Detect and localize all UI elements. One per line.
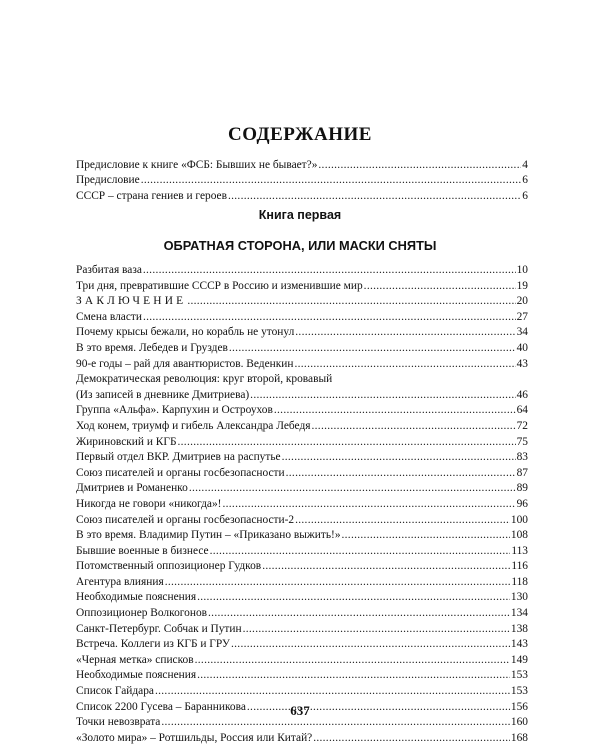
- toc-entry-page: 153: [510, 669, 528, 682]
- toc-entry[interactable]: [76, 310, 528, 326]
- toc-entry-page: 6: [522, 189, 528, 202]
- toc-list: [76, 263, 528, 746]
- dot-leader: [189, 481, 516, 497]
- toc-entry-title: Группа «Альфа». Карпухин и Остроухов: [76, 404, 273, 417]
- toc-entry[interactable]: [76, 497, 528, 513]
- toc-entry-page: 43: [516, 357, 528, 370]
- toc-entry-title: Никогда не говори «никогда»!: [76, 497, 222, 510]
- book-heading: Книга первая: [258, 208, 342, 222]
- toc-entry-page: 10: [516, 264, 528, 276]
- toc-entry-page: 156: [510, 700, 528, 713]
- toc-entry-title: Первый отдел ВКР. Дмитриев на распутье: [76, 451, 281, 464]
- toc-entry-title: Бывшие военные в бизнесе: [76, 544, 209, 557]
- toc-entry-title: (Из записей в дневнике Дмитриева): [76, 388, 250, 401]
- toc-entry-page: 116: [511, 560, 528, 573]
- dot-leader: [294, 357, 515, 373]
- toc-entry-title: Почему крысы бежали, но корабль не утонул: [76, 326, 295, 339]
- toc-entry-page: 168: [510, 731, 528, 744]
- toc-entry-page: 96: [516, 497, 528, 510]
- dot-leader: [282, 450, 516, 466]
- dot-leader: [364, 279, 516, 295]
- toc-entry-title: Три дня, превратившие СССР в Россию и изменившие мир: [76, 279, 363, 292]
- toc-entry-page: 83: [516, 451, 528, 464]
- dot-leader: [295, 513, 510, 529]
- toc-entry[interactable]: [76, 158, 528, 173]
- toc-entry-title: СССР – страна гениев и героев: [76, 189, 227, 202]
- dot-leader: [262, 559, 510, 575]
- toc-entry-page: 64: [516, 404, 528, 417]
- dot-leader: [178, 435, 516, 451]
- toc-entry[interactable]: [76, 622, 528, 638]
- toc-entry-title: Союз писателей и органы госбезопасности-2: [76, 513, 295, 526]
- toc-entry-page: 46: [516, 388, 528, 401]
- page-number: 637: [290, 703, 310, 718]
- toc-entry-page: 134: [510, 607, 528, 620]
- toc-entry-page: 149: [510, 653, 528, 666]
- toc-entry-page: 138: [510, 622, 528, 635]
- toc-entry-page: 100: [510, 513, 528, 526]
- toc-entry[interactable]: [76, 341, 528, 357]
- toc-entry-title: Ход конем, триумф и гибель Александра Лебедя: [76, 419, 311, 432]
- toc-entry-title: Разбитая ваза: [76, 264, 142, 276]
- dot-leader: [197, 668, 510, 684]
- dot-leader: [222, 497, 515, 513]
- toc-entry[interactable]: [76, 731, 528, 747]
- book-title: ОБРАТНАЯ СТОРОНА, ИЛИ МАСКИ СНЯТЫ: [163, 238, 437, 253]
- toc-entry-title: Список Гайдара: [76, 685, 154, 698]
- toc-entry-title: Предисловие к книге «ФСБ: Бывших не бывает?»: [76, 159, 318, 171]
- toc-entry-title: Дмитриев и Романенко: [76, 482, 188, 495]
- toc-entry[interactable]: [76, 325, 528, 341]
- toc-entry[interactable]: [76, 590, 528, 606]
- toc-entry-title: Смена власти: [76, 310, 142, 323]
- toc-entry-title: «Золото мира» – Ротшильды, Россия или Китай?: [76, 731, 313, 744]
- dot-leader: [195, 653, 510, 669]
- dot-leader: [286, 466, 516, 482]
- toc-entry[interactable]: [76, 513, 528, 529]
- toc-entry-title: Агентура влияния: [76, 575, 164, 588]
- front-matter-list: [76, 158, 528, 204]
- dot-leader: [187, 294, 515, 310]
- toc-entry[interactable]: [76, 294, 528, 310]
- dot-leader: [143, 263, 516, 279]
- toc-entry[interactable]: [76, 450, 528, 466]
- dot-leader: [197, 590, 510, 606]
- toc-entry[interactable]: [76, 372, 528, 388]
- dot-leader: [274, 403, 516, 419]
- dot-leader: [208, 606, 510, 622]
- page-title: СОДЕРЖАНИЕ: [228, 124, 372, 145]
- toc-entry-page: 160: [510, 716, 528, 729]
- toc-entry[interactable]: [76, 279, 528, 295]
- dot-leader: [342, 528, 510, 544]
- toc-entry[interactable]: [76, 606, 528, 622]
- toc-entry-title: Жириновский и КГБ: [76, 435, 177, 448]
- toc-entry-title: Союз писателей и органы госбезопасности: [76, 466, 285, 479]
- toc-entry-page: 75: [516, 435, 528, 448]
- toc-entry[interactable]: [76, 575, 528, 591]
- toc-entry-title: Необходимые пояснения: [76, 669, 197, 682]
- toc-entry-page: 153: [510, 685, 528, 698]
- dot-leader: [313, 731, 510, 747]
- toc-entry-page: 6: [522, 174, 528, 187]
- toc-entry[interactable]: [76, 189, 528, 204]
- toc-entry[interactable]: [76, 528, 528, 544]
- dot-leader: [231, 637, 510, 653]
- toc-entry-page: 20: [516, 295, 528, 308]
- dot-leader: [155, 684, 510, 700]
- dot-leader: [210, 544, 511, 560]
- toc-entry[interactable]: [76, 466, 528, 482]
- toc-entry-page: 118: [511, 575, 528, 588]
- toc-entry[interactable]: [76, 668, 528, 684]
- toc-entry[interactable]: [76, 544, 528, 560]
- dot-leader: [228, 189, 521, 204]
- toc-entry-page: 34: [516, 326, 528, 339]
- toc-entry-page: 40: [516, 341, 528, 354]
- toc-entry-page: 72: [516, 419, 528, 432]
- toc-entry-page: 19: [516, 279, 528, 292]
- toc-entry[interactable]: [76, 419, 528, 435]
- toc-entry[interactable]: [76, 481, 528, 497]
- toc-entry-title: В это время. Владимир Путин – «Приказано выжить!»: [76, 529, 341, 542]
- toc-entry[interactable]: [76, 173, 528, 188]
- dot-leader: [318, 158, 521, 173]
- toc-entry-page: 27: [516, 310, 528, 323]
- dot-leader: [312, 419, 516, 435]
- toc-entry[interactable]: [76, 559, 528, 575]
- toc-entry-page: 130: [510, 591, 528, 604]
- toc-entry-page: 143: [510, 638, 528, 651]
- toc-entry-title: В это время. Лебедев и Груздев: [76, 341, 228, 354]
- dot-leader: [243, 622, 510, 638]
- toc-entry-title: ЗАКЛЮЧЕНИЕ: [76, 295, 187, 308]
- toc-entry-title: Санкт-Петербург. Собчак и Путин: [76, 622, 242, 635]
- toc-entry-title: Демократическая революция: круг второй, кровавый: [76, 373, 333, 386]
- dot-leader: [229, 341, 516, 357]
- toc-entry-title: Предисловие: [76, 174, 140, 187]
- toc-entry-page: 4: [522, 159, 528, 171]
- dot-leader: [165, 575, 511, 591]
- toc-entry-title: Потомственный оппозиционер Гудков: [76, 560, 262, 573]
- toc-entry[interactable]: [76, 684, 528, 700]
- dot-leader: [143, 310, 516, 326]
- toc-entry[interactable]: [76, 388, 528, 404]
- toc-entry-title: Список 2200 Гусева – Баранникова: [76, 700, 246, 713]
- toc-entry-title: Оппозиционер Волкогонов: [76, 607, 208, 620]
- toc-entry[interactable]: [76, 403, 528, 419]
- toc-entry-title: Точки невозврата: [76, 716, 161, 729]
- toc-entry[interactable]: [76, 263, 528, 279]
- toc-entry-title: Встреча. Коллеги из КГБ и ГРУ: [76, 638, 230, 651]
- toc-entry[interactable]: [76, 653, 528, 669]
- toc-entry-page: 89: [516, 482, 528, 495]
- dot-leader: [141, 173, 522, 188]
- dot-leader: [295, 325, 515, 341]
- toc-entry-page: 87: [516, 466, 528, 479]
- toc-entry-title: Необходимые пояснения: [76, 591, 197, 604]
- toc-entry-title: 90-е годы – рай для авантюристов. Веденкин: [76, 357, 294, 370]
- dot-leader: [250, 388, 515, 404]
- toc-entry-page: 113: [511, 544, 528, 557]
- toc-entry[interactable]: [76, 357, 528, 373]
- toc-entry-title: «Черная метка» списков: [76, 653, 194, 666]
- toc-entry[interactable]: [76, 435, 528, 451]
- toc-entry[interactable]: [76, 637, 528, 653]
- toc-entry-page: 108: [510, 529, 528, 542]
